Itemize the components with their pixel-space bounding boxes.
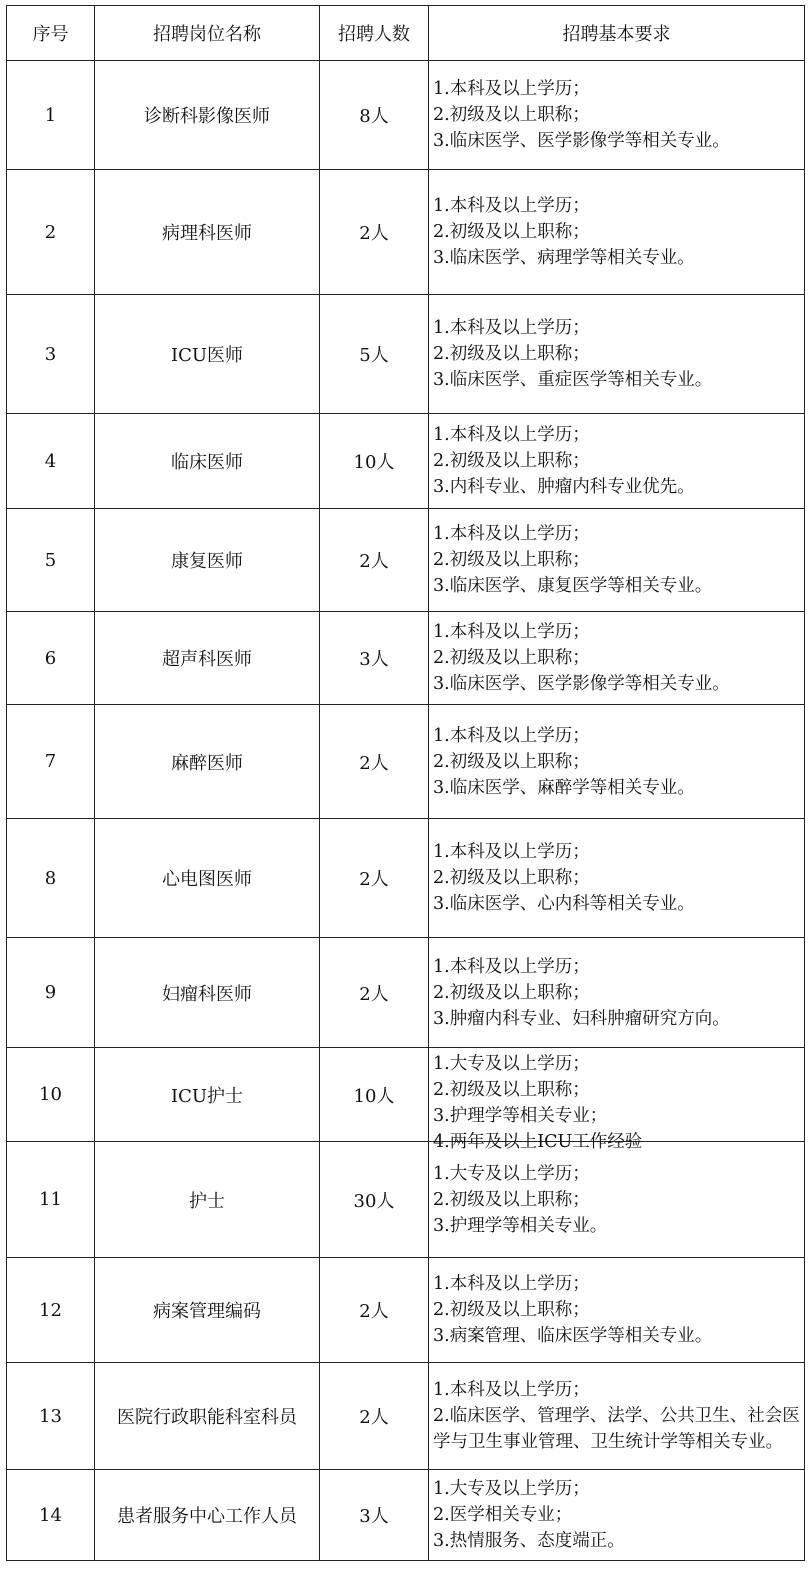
requirements-cell (429, 1048, 805, 1152)
hire-count: 2人 (320, 1258, 429, 1363)
table-row (7, 61, 805, 170)
header-no: 序号 (7, 6, 95, 61)
hire-count: 10人 (320, 414, 429, 509)
requirement-line: 1.本科及以上学历； (433, 1380, 590, 1400)
table-row (7, 170, 805, 295)
table-row (7, 414, 805, 509)
position-title: ICU护士 (95, 1048, 320, 1142)
requirement-line: 3.临床医学、心内科等相关专业。 (433, 894, 695, 914)
requirement-line: 1.本科及以上学历； (433, 318, 590, 338)
table-row (7, 1048, 805, 1142)
requirement-line: 1.本科及以上学历； (433, 524, 590, 544)
position-title: 康复医师 (95, 509, 320, 612)
requirements-cell (429, 414, 805, 509)
hire-count: 2人 (320, 170, 429, 295)
requirements-cell (429, 705, 805, 819)
requirement-line: 3.临床医学、康复医学等相关专业。 (433, 576, 713, 596)
table-row (7, 612, 805, 705)
requirement-line: 1.本科及以上学历； (433, 956, 590, 977)
requirements-cell (429, 1363, 805, 1470)
row-number: 2 (7, 170, 95, 295)
hire-count: 5人 (320, 295, 429, 414)
header-count: 招聘人数 (320, 6, 429, 61)
position-title: 护士 (95, 1142, 320, 1258)
requirement-line: 1.本科及以上学历； (433, 79, 590, 99)
requirement-line: 2.初级及以上职称； (433, 344, 590, 364)
row-number: 14 (7, 1470, 95, 1561)
table-row (7, 1363, 805, 1470)
position-title: 病案管理编码 (95, 1258, 320, 1363)
table-row (7, 1258, 805, 1363)
position-title: 超声科医师 (95, 612, 320, 705)
row-number: 12 (7, 1258, 95, 1363)
position-title: 妇瘤科医师 (95, 938, 320, 1048)
requirement-line: 2.临床医学、管理学、法学、公共卫生、社会医学与卫生事业管理、卫生统计学等相关专业。 (433, 1406, 800, 1452)
requirement-line: 1.大专及以上学历； (433, 1479, 590, 1499)
requirement-line: 2.初级及以上职称； (433, 868, 590, 888)
requirements-cell (429, 612, 805, 705)
requirement-line: 1.本科及以上学历； (433, 725, 590, 746)
requirements-cell (429, 509, 805, 612)
position-title: ICU医师 (95, 295, 320, 414)
requirements-cell (429, 819, 805, 938)
requirement-line: 2.初级及以上职称； (433, 751, 590, 772)
position-title: 病理科医师 (95, 170, 320, 295)
position-title: 麻醉医师 (95, 705, 320, 819)
position-title: 医院行政职能科室科员 (95, 1363, 320, 1470)
header-requirements: 招聘基本要求 (429, 6, 805, 61)
header-row (7, 6, 805, 61)
hire-count: 2人 (320, 1363, 429, 1470)
requirements-cell (429, 61, 805, 170)
hire-count: 2人 (320, 938, 429, 1048)
table-row (7, 705, 805, 819)
requirement-line: 3.肿瘤内科专业、妇科肿瘤研究方向。 (433, 1008, 730, 1029)
row-number: 10 (7, 1048, 95, 1142)
hire-count: 3人 (320, 1470, 429, 1561)
row-number: 11 (7, 1142, 95, 1258)
position-title: 诊断科影像医师 (95, 61, 320, 170)
requirement-line: 3.病案管理、临床医学等相关专业。 (433, 1326, 713, 1346)
requirements-cell (429, 170, 805, 295)
hire-count: 3人 (320, 612, 429, 705)
hire-count: 2人 (320, 509, 429, 612)
row-number: 1 (7, 61, 95, 170)
requirement-line: 1.本科及以上学历； (433, 622, 590, 642)
requirements-cell (429, 938, 805, 1048)
requirement-line: 1.大专及以上学历； (433, 1163, 590, 1184)
requirement-line: 2.医学相关专业； (433, 1505, 573, 1525)
position-title: 临床医师 (95, 414, 320, 509)
requirements-cell (429, 295, 805, 414)
requirement-line: 1.本科及以上学历； (433, 842, 590, 862)
requirement-line: 3.内科专业、肿瘤内科专业优先。 (433, 477, 695, 497)
requirement-line: 3.临床医学、医学影像学等相关专业。 (433, 674, 730, 694)
table-row (7, 819, 805, 938)
header-title: 招聘岗位名称 (95, 6, 320, 61)
requirement-line: 3.临床医学、医学影像学等相关专业。 (433, 131, 730, 151)
requirement-line: 3.临床医学、麻醉学等相关专业。 (433, 777, 695, 798)
position-title: 心电图医师 (95, 819, 320, 938)
table-row (7, 509, 805, 612)
table-row (7, 295, 805, 414)
table-row (7, 1142, 805, 1258)
requirements-cell (429, 1470, 805, 1561)
hire-count: 8人 (320, 61, 429, 170)
row-number: 6 (7, 612, 95, 705)
requirement-line: 2.初级及以上职称； (433, 451, 590, 471)
requirement-line: 3.护理学等相关专业。 (433, 1215, 608, 1236)
requirement-line: 1.本科及以上学历； (433, 425, 590, 445)
requirement-line: 3.热情服务、态度端正。 (433, 1531, 625, 1551)
requirement-line: 1.本科及以上学历； (433, 1274, 590, 1294)
position-title: 患者服务中心工作人员 (95, 1470, 320, 1561)
requirement-line: 2.初级及以上职称； (433, 648, 590, 668)
requirement-line: 3.临床医学、重症医学等相关专业。 (433, 370, 713, 390)
requirement-line: 2.初级及以上职称； (433, 222, 590, 242)
hire-count: 30人 (320, 1142, 429, 1258)
row-number: 8 (7, 819, 95, 938)
row-number: 7 (7, 705, 95, 819)
requirement-line: 3.临床医学、病理学等相关专业。 (433, 248, 695, 268)
table-row (7, 938, 805, 1048)
requirement-line: 2.初级及以上职称； (433, 105, 590, 125)
hire-count: 2人 (320, 819, 429, 938)
table-row (7, 1470, 805, 1561)
row-number: 5 (7, 509, 95, 612)
requirement-line: 2.初级及以上职称； (433, 982, 590, 1003)
hire-count: 10人 (320, 1048, 429, 1142)
requirement-line: 1.大专及以上学历； (433, 1053, 590, 1074)
row-number: 13 (7, 1363, 95, 1470)
row-number: 9 (7, 938, 95, 1048)
requirement-line: 2.初级及以上职称； (433, 1300, 590, 1320)
requirement-line: 4.两年及以上ICU工作经验 (433, 1131, 643, 1152)
requirement-line: 2.初级及以上职称； (433, 1079, 590, 1100)
requirement-line: 2.初级及以上职称； (433, 550, 590, 570)
row-number: 4 (7, 414, 95, 509)
requirements-cell (429, 1142, 805, 1258)
requirement-line: 2.初级及以上职称； (433, 1189, 590, 1210)
requirements-cell (429, 1258, 805, 1363)
requirement-line: 1.本科及以上学历； (433, 196, 590, 216)
row-number: 3 (7, 295, 95, 414)
requirement-line: 3.护理学等相关专业； (433, 1105, 608, 1126)
recruitment-table (6, 5, 805, 1561)
hire-count: 2人 (320, 705, 429, 819)
